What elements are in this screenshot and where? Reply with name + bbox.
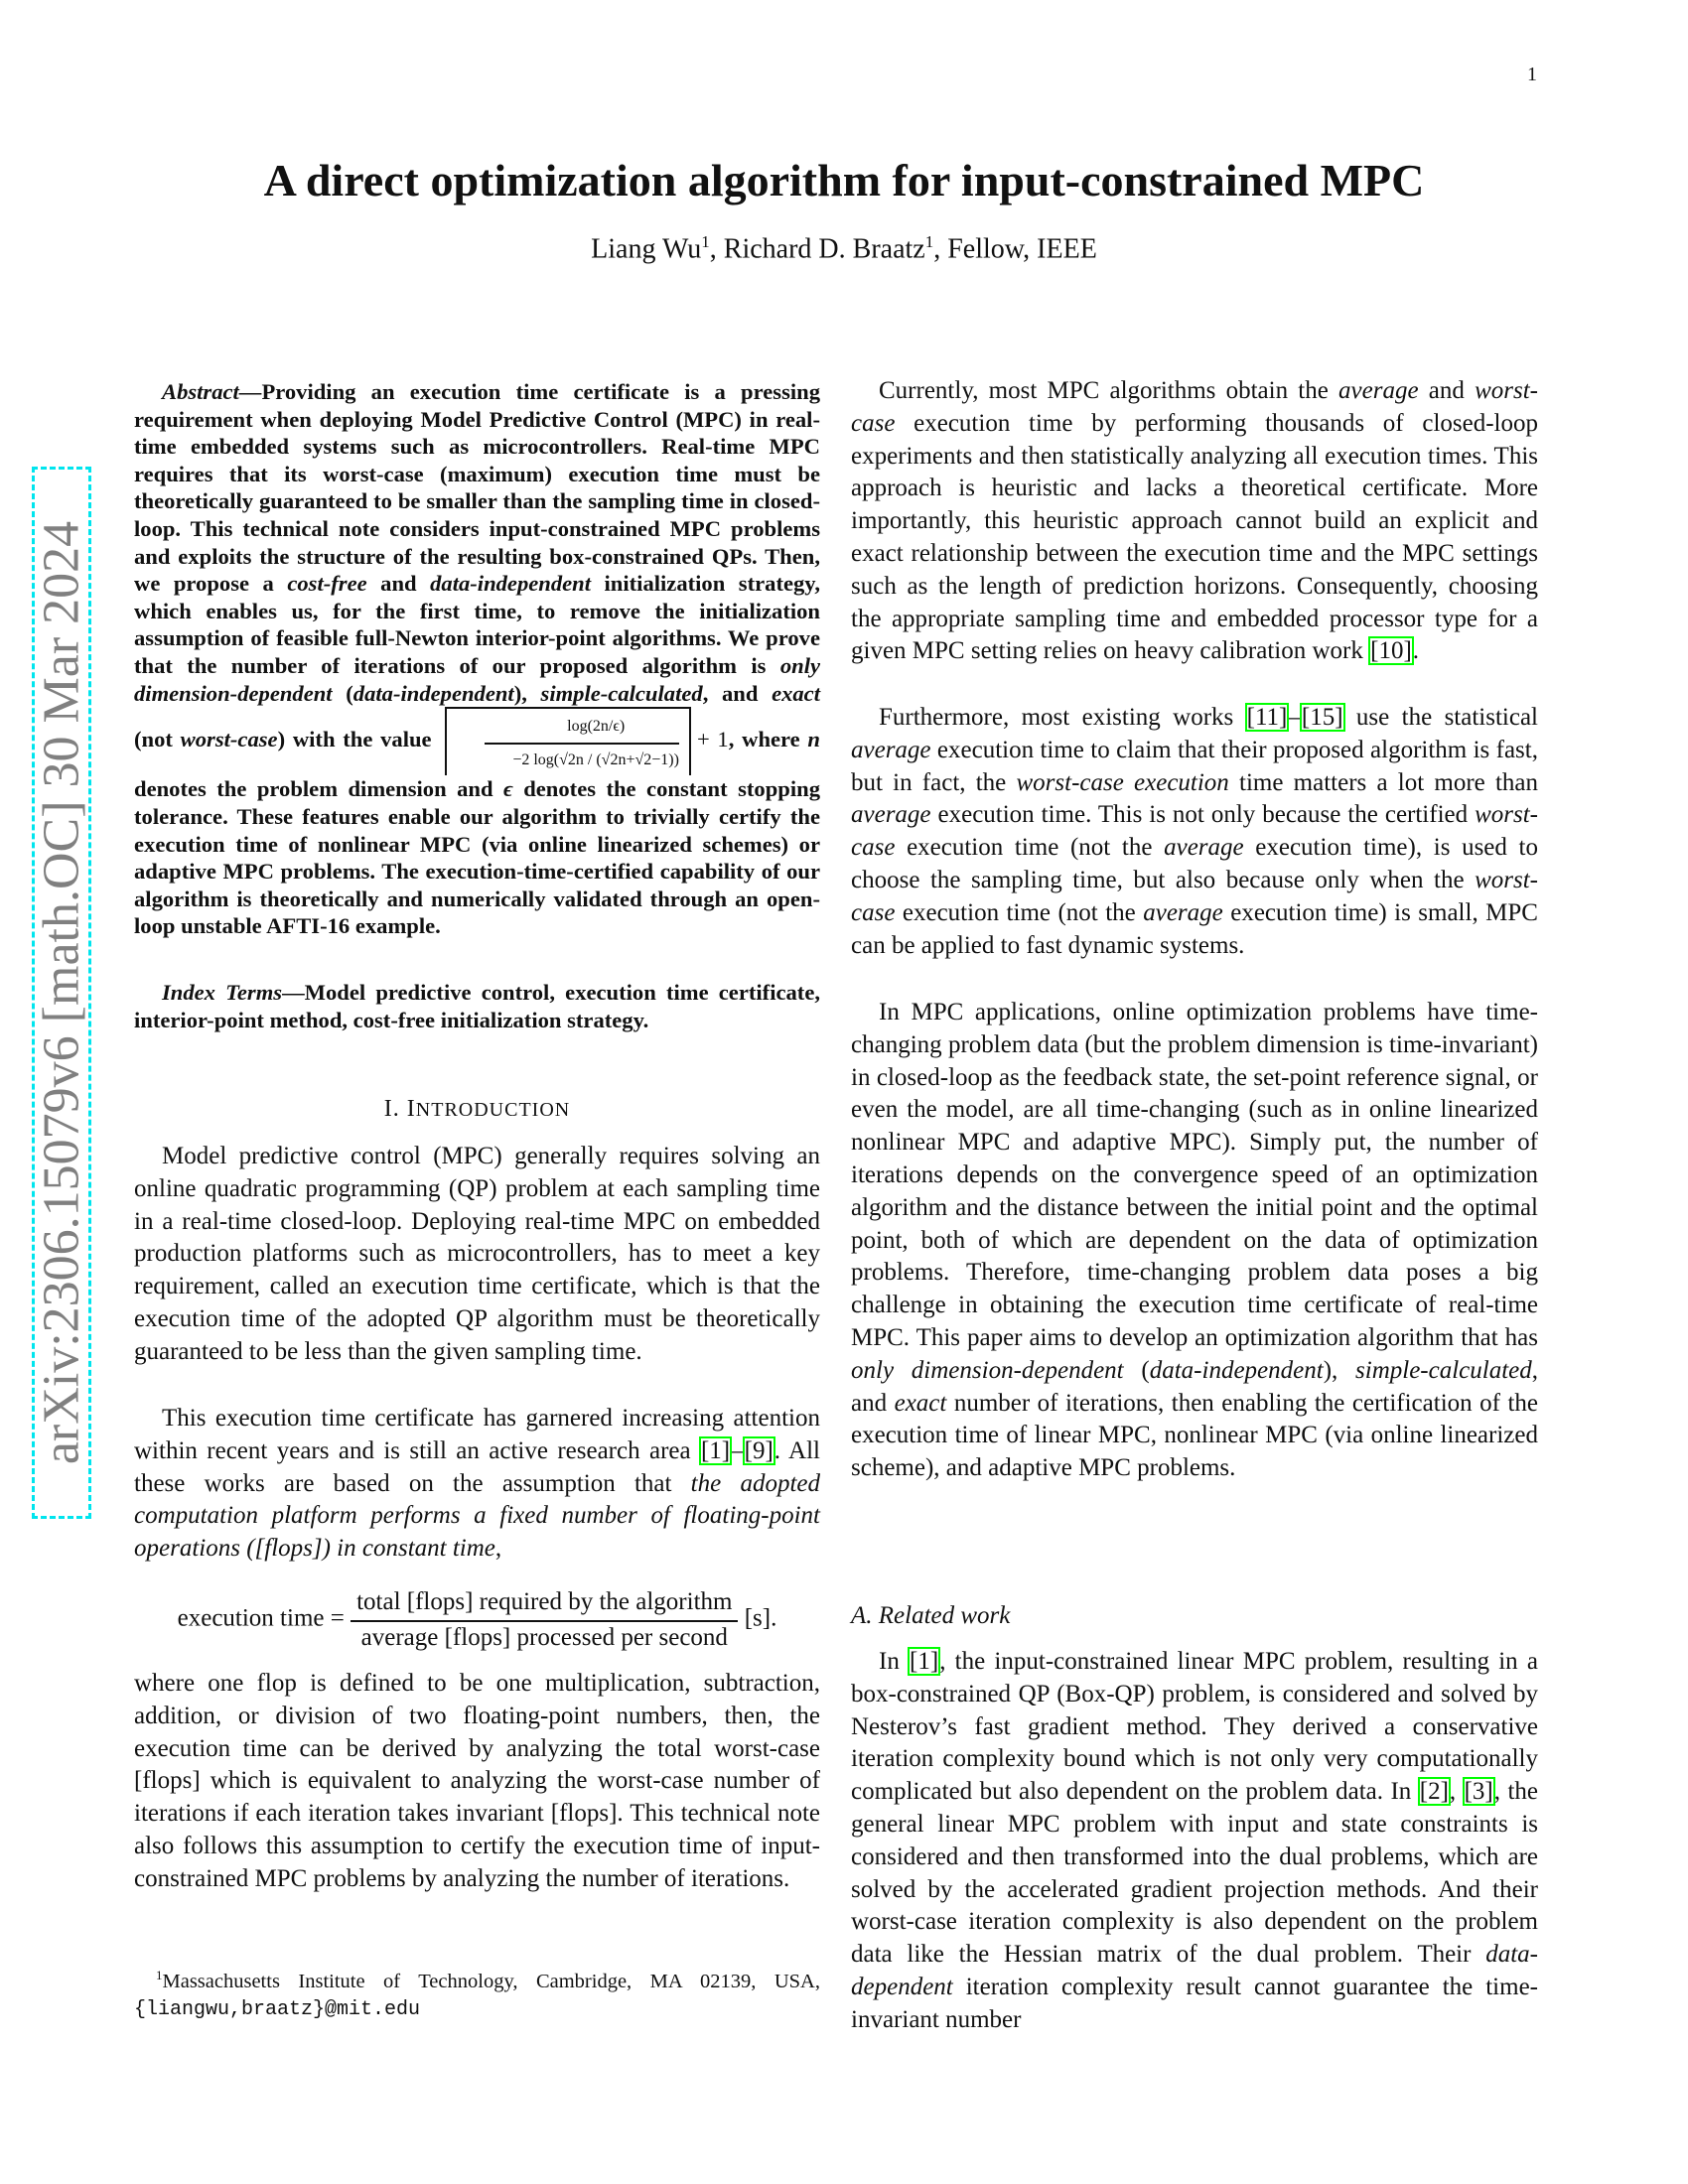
paragraph-text [134, 980, 820, 1032]
right-paragraph-4 [851, 1646, 1538, 2037]
paragraph-text [134, 1405, 820, 1562]
text-run: execution time (not the [895, 898, 1144, 926]
text-run: Providing an execution time certificate is a pressing requirement when deploying Model Predictive Control (MPC) in real-time embedded systems such as microcontrollers. Real-time MPC requires that its worst-case (maximum) execution time must be theoretically guaranteed to be smaller than the sampling time in closed-loop. This technical note considers input-constrained MPC problems and exploits the structure of the resulting box-constrained QPs. Then, we propose a [134, 379, 820, 597]
text-run: use the statistical [1343, 704, 1538, 731]
subsection-heading-related-work: A. Related work [851, 1602, 1011, 1629]
text-run: ( [332, 680, 353, 706]
text-run: In MPC applications, online optimization problems have time-changing problem data (but the problem dimension is time-invariant) in closed-loop as the feedback state, the set-point reference signal, or even the model, are all time-changing (such as in online linearized nonlinear MPC and adaptive MPC). Simply put, the number of iterations depends on the convergence speed of an optimization algorithm and the distance between the initial point and the optimal point, both of which are dependent on the data of optimization problems. Therefore, time-changing problem data poses a big challenge in obtaining the execution time certificate of real-time MPC. This paper aims to develop an optimization algorithm that has [851, 999, 1538, 1351]
right-paragraph-2 [851, 702, 1538, 962]
emphasized-text: data-independent [352, 680, 514, 706]
emphasized-text: only dimension-dependent [851, 1356, 1124, 1384]
text-run: iteration complexity result cannot guarantee the time-invariant number [851, 1973, 1538, 2033]
emphasized-text: — [238, 379, 262, 404]
emphasized-text: cost-free [287, 571, 367, 597]
citation-link[interactable]: [1] [910, 1648, 939, 1675]
text-run: , and [702, 680, 773, 706]
text-run: , [1449, 1778, 1464, 1806]
text-run: , where [728, 726, 808, 751]
paragraph-text [134, 379, 820, 751]
text-run: , the general linear MPC problem with input and state constraints is considered and then transformed into the dual problems, which are solved by the accelerated gradient projection methods. And their worst-case iteration complexity is also dependent on the problem data like the Hessian matrix of the dual problem. Their [851, 1778, 1539, 1969]
text-run: ), [1323, 1356, 1356, 1384]
intro-paragraph-3 [134, 1668, 820, 1896]
emphasized-text: data-dependent [851, 1941, 1538, 2000]
text-run: Furthermore, most existing works [879, 704, 1246, 731]
emphasized-text: n [807, 726, 820, 751]
citation-link[interactable]: [2] [1419, 1778, 1449, 1806]
arxiv-identifier[interactable]: arXiv:2306.15079v6 [math.OC] 30 Mar 2024 [33, 520, 90, 1465]
emphasized-text: only dimension-dependent [134, 652, 820, 706]
text-run: execution time), is used to choose the sampling time, but also because only when the [851, 834, 1538, 893]
author-2: , Richard D. Braatz [709, 233, 925, 265]
text-run: execution time) is small, MPC can be applied to fast dynamic systems. [851, 898, 1538, 959]
text-run: execution time. This is not only because the certified [930, 801, 1476, 829]
text-run: —Model predictive control, execution time certificate, interior-point method, cost-free initialization strategy. [134, 980, 820, 1032]
section-title-initial: I [406, 1096, 416, 1122]
intro-paragraph-2 [134, 1403, 820, 1566]
emphasized-text: worst-case [851, 377, 1538, 437]
citation-link[interactable]: [11] [1246, 704, 1288, 731]
equation-lhs: execution time = [177, 1604, 345, 1632]
equation-unit: [s]. [744, 1604, 777, 1632]
index-terms [134, 979, 820, 1033]
citation-link[interactable]: [10] [1370, 637, 1412, 665]
footnote [134, 1962, 820, 2023]
execution-time-equation [134, 1588, 820, 1652]
paragraph-text [851, 704, 1538, 959]
emphasized-text: simple-calculated [1355, 1356, 1532, 1384]
abstract-label: Abstract [162, 379, 239, 404]
footnote-email[interactable]: {liangwu,braatz}@mit.edu [134, 1997, 421, 2021]
paragraph-text [851, 377, 1538, 664]
text-run: In [879, 1648, 910, 1675]
right-paragraph-1 [851, 375, 1538, 668]
text-run: , the input-constrained linear MPC problem, resulting in a box-constrained QP (Box-QP) problem, is considered and solved by Nesterov’s fast gradient method. They derived a conservative iteration complexity bound which is not only very computationally complicated but also dependent on the problem data. In [851, 1648, 1538, 1806]
emphasized-text: ϵ [503, 776, 513, 802]
emphasized-text: worst-case [851, 801, 1538, 862]
text-run: Model predictive control (MPC) generally requires solving an online quadratic programming (QP) problem at each sampling time in a real-time closed-loop. Deploying real-time MPC on embedded production platforms such as microcontrollers, has to meet a key requirement, called an execution time certificate, which is that the execution time of the adopted QP algorithm must be theoretically guaranteed to be less than the given sampling time. [134, 1143, 820, 1365]
emphasized-text: simple-calculated [540, 680, 703, 706]
section-heading-introduction [134, 1096, 820, 1123]
emphasized-text: data-independent [1149, 1356, 1324, 1384]
affiliation-mark: 1 [924, 232, 934, 251]
emphasized-text: the adopted computation platform performs a fixed number of floating-point operations ([flops]) in constant time [134, 1469, 820, 1563]
formula-plus-one: + 1 [696, 726, 729, 751]
intro-paragraph-1 [134, 1141, 820, 1369]
arxiv-stamp[interactable] [32, 467, 91, 1519]
paragraph-text [134, 1670, 820, 1892]
author-title: , Fellow, IEEE [933, 233, 1097, 265]
emphasized-text: average [851, 801, 931, 829]
text-run: This execution time certificate has garnered increasing attention within recent years and is still an active research area [134, 1405, 820, 1464]
text-run: ( [1123, 1356, 1150, 1384]
emphasized-text: worst-case [180, 726, 278, 751]
text-run: denotes the constant stopping tolerance. These features enable our algorithm to trivially certify the execution time of nonlinear MPC (via online linearized schemes) or adaptive MPC problems. The execution-time-certified capability of our algorithm is theoretically and numerically validated through an open-loop unstable AFTI-16 example. [134, 776, 820, 939]
section-title-rest: NTRODUCTION [415, 1099, 571, 1121]
emphasized-text: average [1338, 377, 1419, 404]
emphasized-text: data-independent [430, 571, 592, 597]
text-run: , [494, 1535, 502, 1563]
formula-numerator: log(2n/ϵ) [485, 713, 679, 745]
section-number: I. [383, 1096, 407, 1122]
emphasized-text: worst-case [851, 866, 1538, 926]
equation-numerator: total [flops] required by the algorithm [351, 1588, 738, 1622]
author-1: Liang Wu [591, 233, 702, 265]
text-run: Currently, most MPC algorithms obtain the [879, 377, 1339, 404]
text-run: execution time by performing thousands of closed-loop experiments and then statistically analyzing all execution times. This approach is heuristic and lacks a theoretical certificate. More importantly, this heuristic approach cannot build an explicit and exact relationship between the execution time and the MPC settings such as the length of prediction horizons. Consequently, choosing the appropriate sampling time and embedded processor type for a given MPC setting relies on heavy calibration work [851, 409, 1538, 665]
emphasized-text: worst-case execution [1016, 768, 1229, 796]
text-run: and [366, 571, 431, 597]
text-run: – [731, 1436, 744, 1464]
text-run: denotes the problem dimension and [134, 776, 504, 802]
text-run: . All these works are based on the assumption that [134, 1436, 820, 1497]
right-paragraph-3 [851, 997, 1538, 1485]
citation-link[interactable]: [15] [1301, 704, 1343, 731]
paragraph-text [134, 1143, 820, 1365]
author-list [0, 232, 1688, 265]
text-run: and [1418, 377, 1476, 404]
formula-denominator: −2 log(√2n / (√2n+√2−1)) [512, 751, 679, 768]
emphasized-text: exact [772, 680, 820, 706]
text-run: . [1412, 637, 1420, 665]
citation-link[interactable]: [9] [744, 1436, 774, 1464]
citation-link[interactable]: [3] [1464, 1778, 1493, 1806]
paper-title: A direct optimization algorithm for input-constrained MPC [263, 155, 1425, 205]
emphasized-text: average [851, 736, 931, 763]
text-run: time matters a lot more than [1228, 768, 1538, 796]
equation-denominator: average [flops] processed per second [360, 1624, 728, 1651]
text-run: – [1288, 704, 1301, 731]
footnote-mark: 1 [156, 1968, 163, 1982]
text-run: execution time (not the [895, 834, 1165, 862]
text-run: number of iterations, then enabling the certification of the execution time of linear MPC, nonlinear MPC (via online linearized scheme), and adaptive MPC problems. [851, 1389, 1538, 1482]
citation-link[interactable]: [1] [700, 1436, 731, 1464]
emphasized-text: Index Terms [162, 980, 283, 1005]
text-run: where one flop is defined to be one multiplication, subtraction, addition, or division of two floating-point numbers, then, the execution time can be derived by analyzing the total worst-case [flops] which is equivalent to analyzing the worst-case number of iterations if each iteration takes invariant [flops]. This technical note also follows this assumption to certify the execution time of input-constrained MPC problems by analyzing the number of iterations. [134, 1670, 820, 1892]
text-run: ), [513, 680, 541, 706]
paragraph-text [851, 1648, 1538, 2033]
emphasized-text: exact [894, 1389, 947, 1417]
text-run: ) with the value [277, 726, 440, 751]
text-run: , and [851, 1356, 1539, 1417]
text-run: (not [134, 726, 181, 751]
footnote-affiliation: Massachusetts Institute of Technology, Cambridge, MA 02139, USA, [162, 1970, 820, 1992]
page-number: 1 [1527, 64, 1537, 85]
abstract [134, 378, 820, 940]
emphasized-text: average [1164, 834, 1244, 862]
text-run: execution time to claim that their proposed algorithm is fast, but in fact, the [851, 736, 1538, 796]
emphasized-text: average [1143, 898, 1223, 926]
iteration-formula [445, 707, 691, 775]
text-run: initialization strategy, which enables us, for the first time, to remove the initialization assumption of feasible full-Newton interior-point algorithms. We prove that the number of iterations of our proposed algorithm is [134, 571, 820, 678]
paragraph-text [851, 999, 1538, 1481]
affiliation-mark: 1 [701, 232, 710, 251]
